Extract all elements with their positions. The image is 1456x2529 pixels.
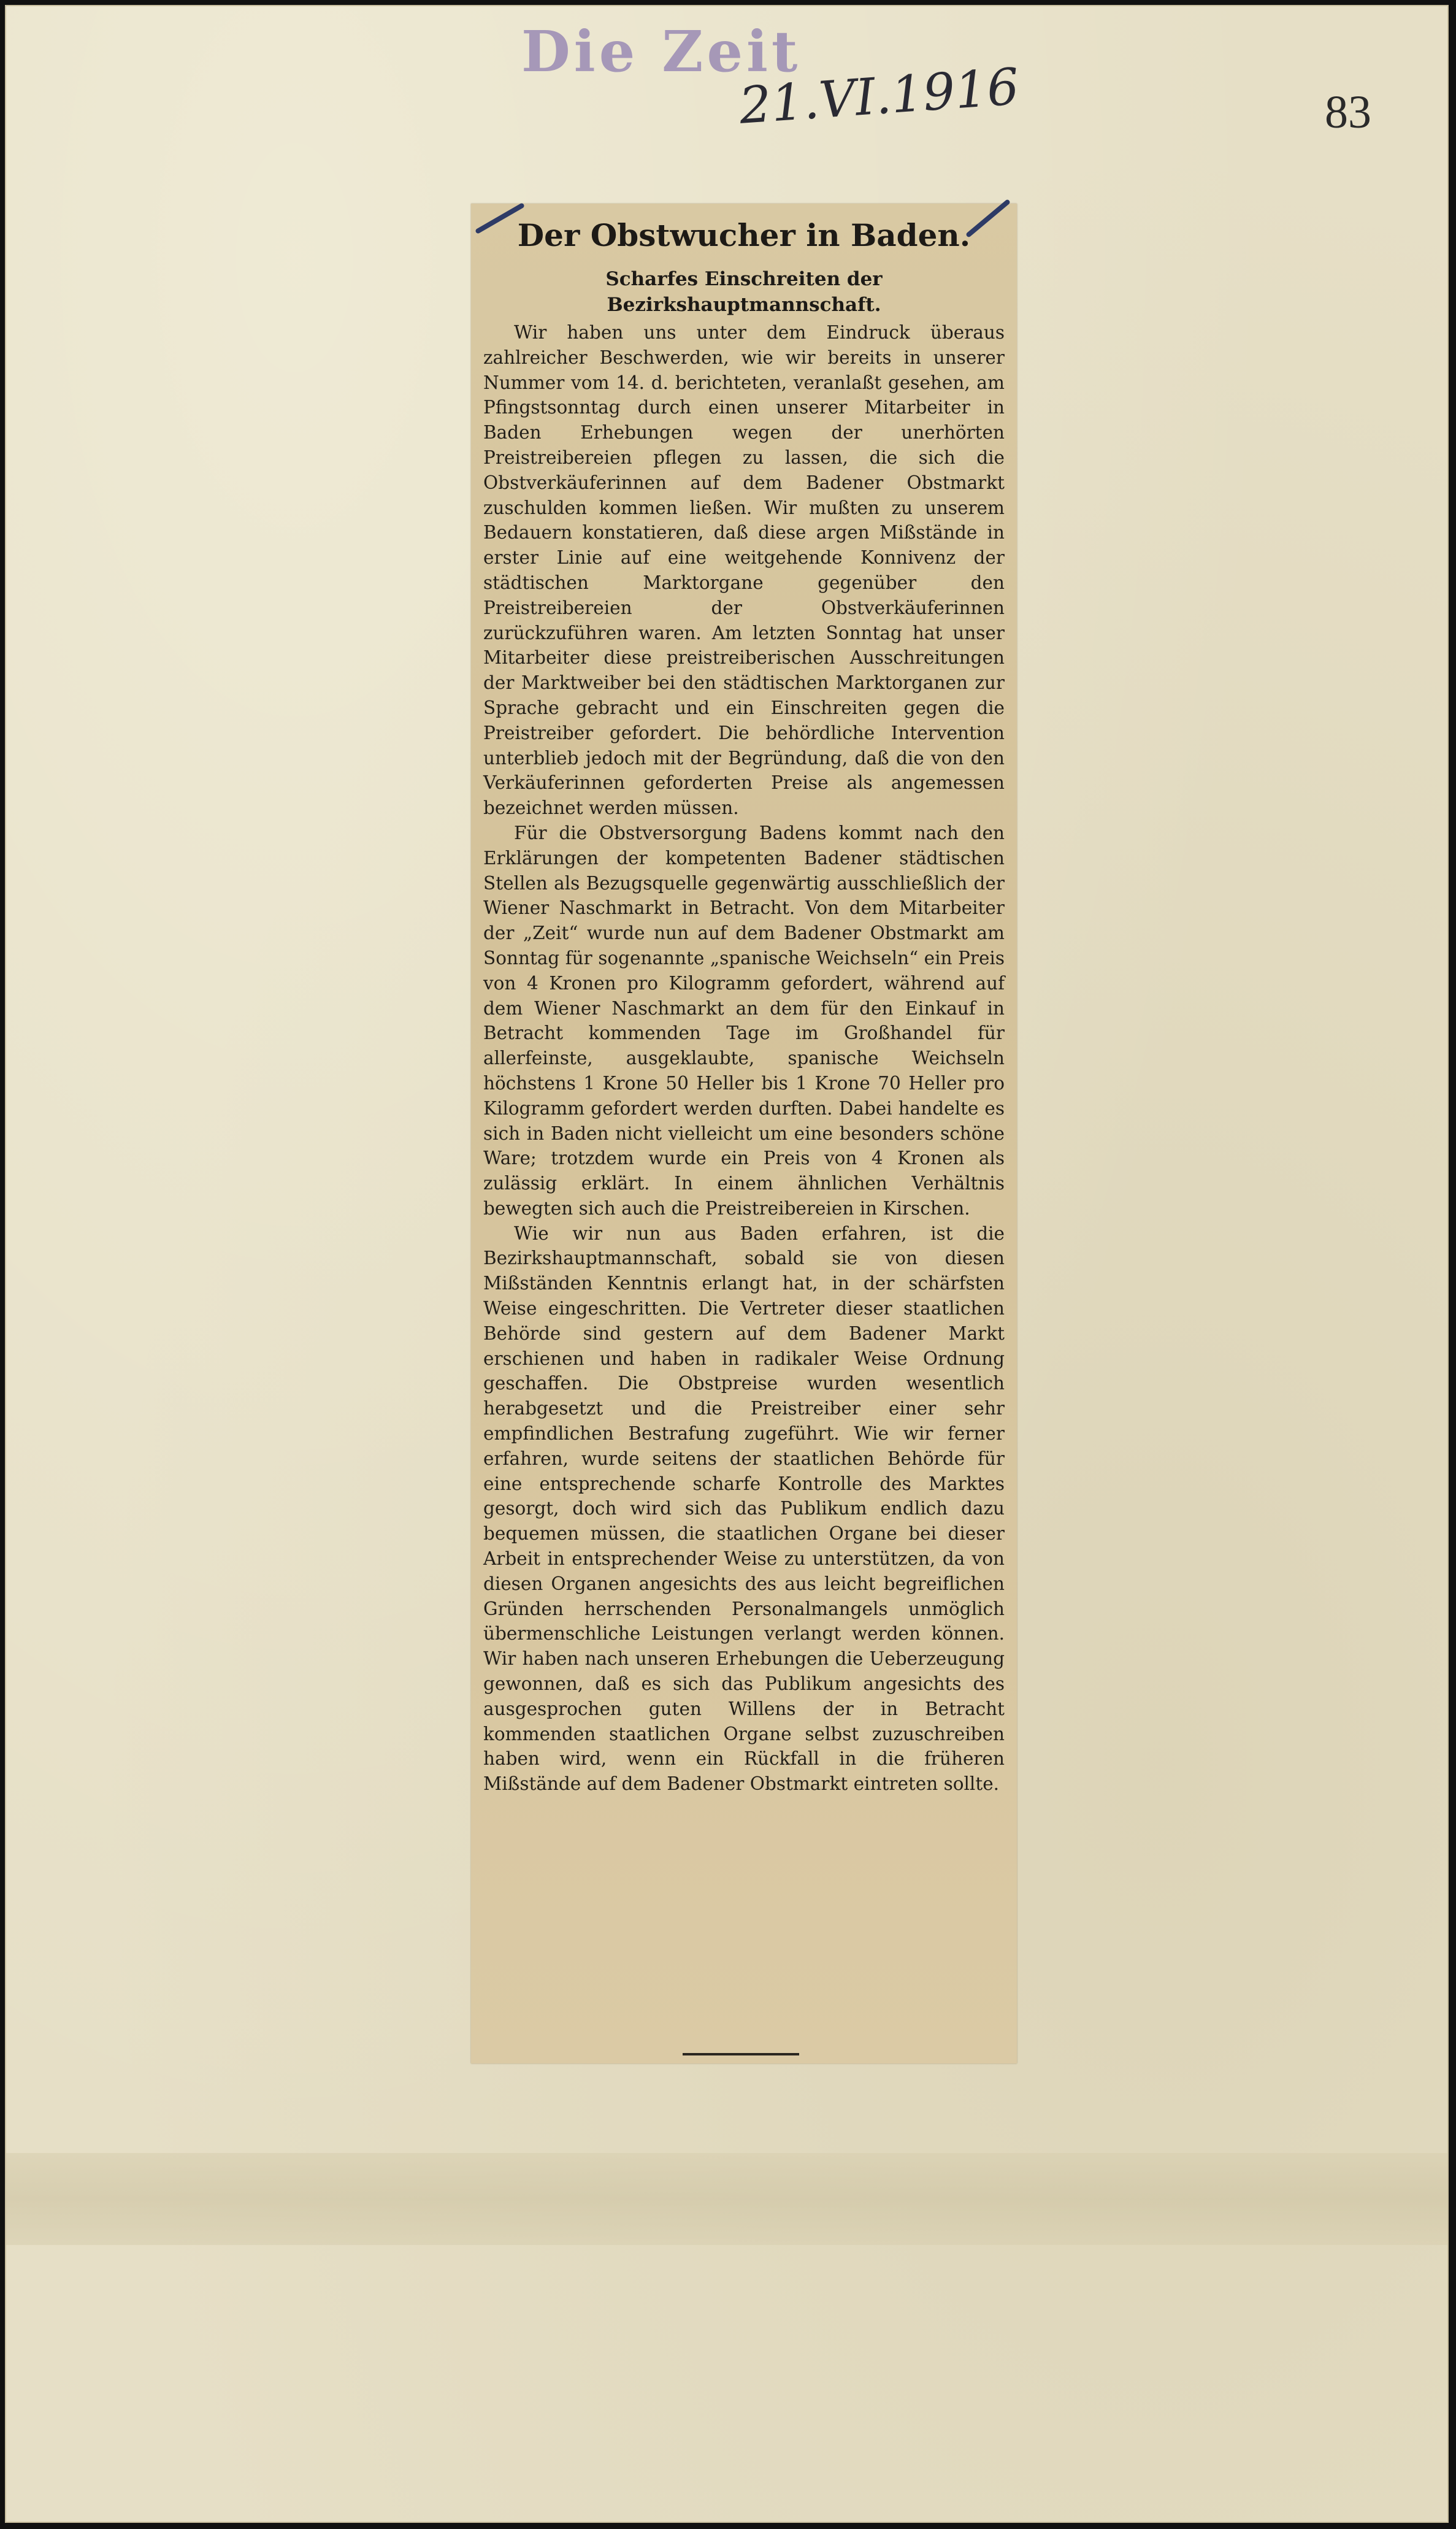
- end-rule: [683, 2053, 799, 2055]
- article-headline: Der Obstwucher in Baden.: [517, 217, 971, 253]
- handwritten-date: 21.VI.1916: [737, 58, 1021, 136]
- article-paragraph-3: Wie wir nun aus Baden erfahren, ist die Bezirkshauptmannschaft, sobald sie von diesen Mißständen Kenntnis erlangt hat, in der schärfsten Weise eingeschritten. Die Vertreter dieser staatlichen Behörde sind gestern auf dem Badener Markt erschienen und haben in radikaler Weise Ordnung geschaffen. Die Obstpreise wurden wesentlich herabgesetzt und die Preistreiber einer sehr empfindlichen Bestrafung zugeführt. Wie wir ferner erfahren, wurde seitens der staatlichen Behörde für eine entsprechende scharfe Kontrolle des Marktes gesorgt, doch wird sich das Publikum endlich dazu bequemen müssen, die staatlichen Organe bei dieser Arbeit in entsprechender Weise zu unterstützen, da von diesen Organen angesichts des aus leicht begreiflichen Gründen herrschenden Personalmangels unmöglich übermenschliche Leistungen verlangt werden können. Wir haben nach unseren Erhebungen die Ueberzeugung gewonnen, daß es sich das Publikum angesichts des ausgesprochen guten Willens der in Betracht kommenden staatlichen Organe selbst zuzuschreiben haben wird, wenn ein Rückfall in die früheren Mißstände auf dem Badener Obstmarkt eintreten sollte.: [483, 1222, 1005, 1795]
- article-paragraph-2: Für die Obstversorgung Badens kommt nach den Erklärungen der kompetenten Badener städtischen Stellen als Bezugsquelle gegenwärtig ausschließlich der Wiener Naschmarkt in Betracht. Von dem Mitarbeiter der „Zeit“ wurde nun auf dem Badener Obstmarkt am Sonntag für sogenannte „spanische Weichseln“ ein Preis von 4 Kronen pro Kilogramm gefordert, während auf dem Wiener Naschmarkt an dem für den Einkauf in Betracht kommenden Tage im Großhandel für allerfeinste, ausgeklaubte, spanische Weichseln höchstens 1 Krone 50 Heller bis 1 Krone 70 Heller pro Kilogramm gefordert werden durften. Dabei handelte es sich in Baden nicht vielleicht um eine besonders schöne Ware; trotzdem wurde ein Preis von 4 Kronen als zulässig erklärt. In einem ähnlichen Verhältnis bewegten sich auch die Preistreibereien in Kirschen.: [483, 822, 1005, 1219]
- newspaper-clipping: [471, 204, 1017, 2063]
- archive-sheet: [5, 5, 1449, 2523]
- newspaper-stamp: Die Zeit: [521, 18, 802, 85]
- folio-number: 83: [1325, 86, 1371, 138]
- article-subheadline: Scharfes Einschreiten der Bezirkshauptmannschaft.: [605, 268, 883, 316]
- paper-fold: [6, 2153, 1447, 2245]
- article-body: [483, 320, 1005, 1797]
- article-paragraph-1: Wir haben uns unter dem Eindruck überaus zahlreicher Beschwerden, wie wir bereits in unserer Nummer vom 14. d. berichteten, veranlaßt gesehen, am Pfingstsonntag durch einen unserer Mitarbeiter in Baden Erhebungen wegen der unerhörten Preistreibereien pflegen zu lassen, die sich die Obstverkäuferinnen auf dem Badener Obstmarkt zuschulden kommen ließen. Wir mußten zu unserem Bedauern konstatieren, daß diese argen Mißstände in erster Linie auf eine weitgehende Konnivenz der städtischen Marktorgane gegenüber den Preistreibereien der Obstverkäuferinnen zurückzuführen waren. Am letzten Sonntag hat unser Mitarbeiter diese preistreiberischen Ausschreitungen der Marktweiber bei den städtischen Marktorganen zur Sprache gebracht und ein Einschreiten gegen die Preistreiber gefordert. Die behördliche Intervention unterblieb jedoch mit der Begründung, daß die von den Verkäuferinnen geforderten Preise als angemessen bezeichnet werden müssen.: [483, 322, 1005, 819]
